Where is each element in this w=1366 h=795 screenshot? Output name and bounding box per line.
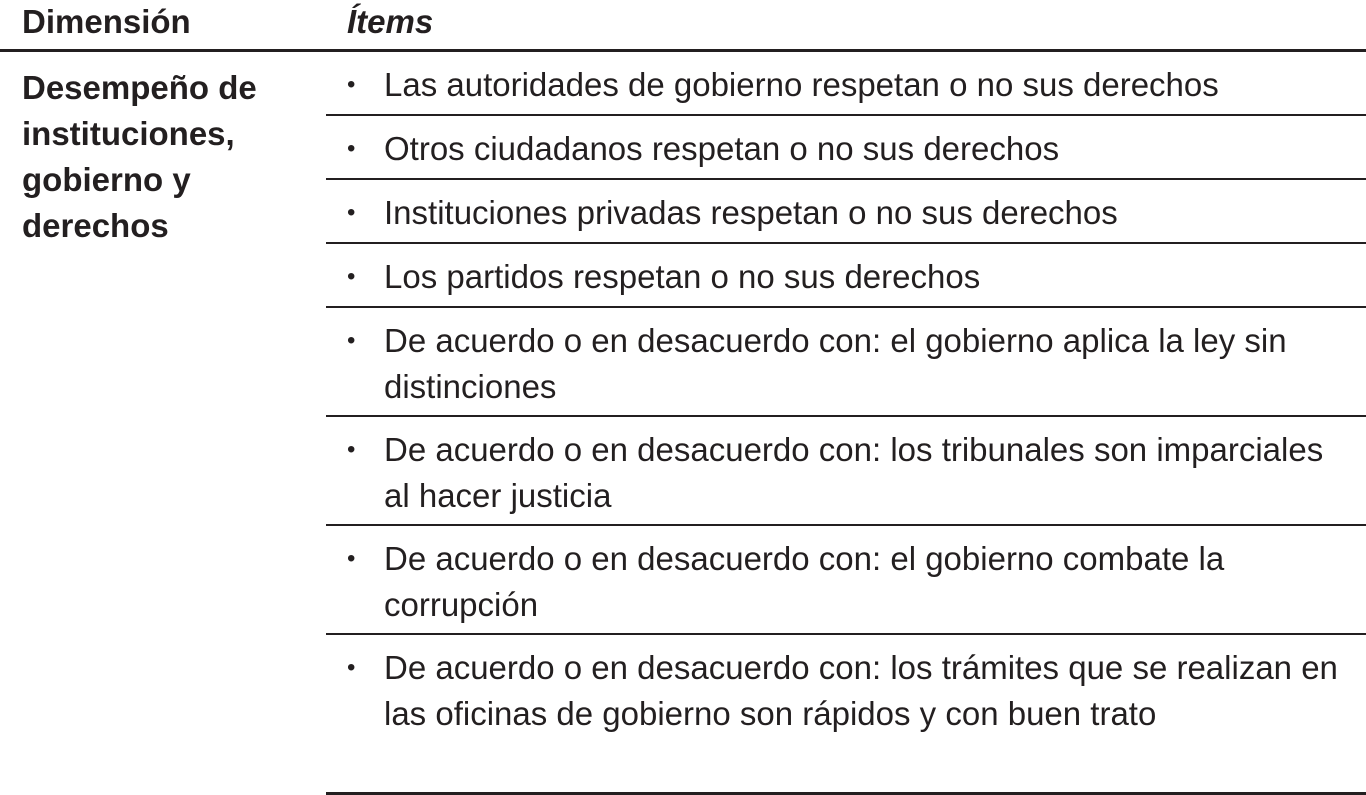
bullet-icon: • <box>347 71 356 98</box>
header-dimension: Dimensión <box>22 3 191 40</box>
item-text: De acuerdo o en desacuerdo con: los trámites que se realizan en las oficinas de gobierno son rápidos y con buen trato <box>384 649 1338 732</box>
list-item <box>326 308 1366 417</box>
list-item <box>326 244 1366 308</box>
list-item <box>326 526 1366 635</box>
item-text: Los partidos respetan o no sus derechos <box>384 258 981 295</box>
item-text: Instituciones privadas respetan o no sus derechos <box>384 194 1118 231</box>
items-list <box>326 52 1366 795</box>
list-item <box>326 52 1366 116</box>
item-text: De acuerdo o en desacuerdo con: los tribunales son imparciales al hacer justicia <box>384 431 1324 514</box>
dimension-cell: Desempeño de instituciones, gobierno y derechos <box>22 69 257 244</box>
bullet-icon: • <box>347 263 356 290</box>
list-item <box>326 635 1366 795</box>
item-text: Otros ciudadanos respetan o no sus derechos <box>384 130 1060 167</box>
list-item <box>326 180 1366 244</box>
bullet-icon: • <box>347 654 356 681</box>
list-item <box>326 116 1366 180</box>
item-text: De acuerdo o en desacuerdo con: el gobierno aplica la ley sin distinciones <box>384 322 1287 405</box>
item-text: De acuerdo o en desacuerdo con: el gobierno combate la corrupción <box>384 540 1225 623</box>
bullet-icon: • <box>347 545 356 572</box>
table-body <box>0 52 1366 795</box>
header-items: Ítems <box>347 3 434 40</box>
item-text: Las autoridades de gobierno respetan o no sus derechos <box>384 66 1219 103</box>
list-item <box>326 417 1366 526</box>
bullet-icon: • <box>347 327 356 354</box>
bullet-icon: • <box>347 199 356 226</box>
table-header <box>0 0 1366 52</box>
bullet-icon: • <box>347 436 356 463</box>
bullet-icon: • <box>347 135 356 162</box>
